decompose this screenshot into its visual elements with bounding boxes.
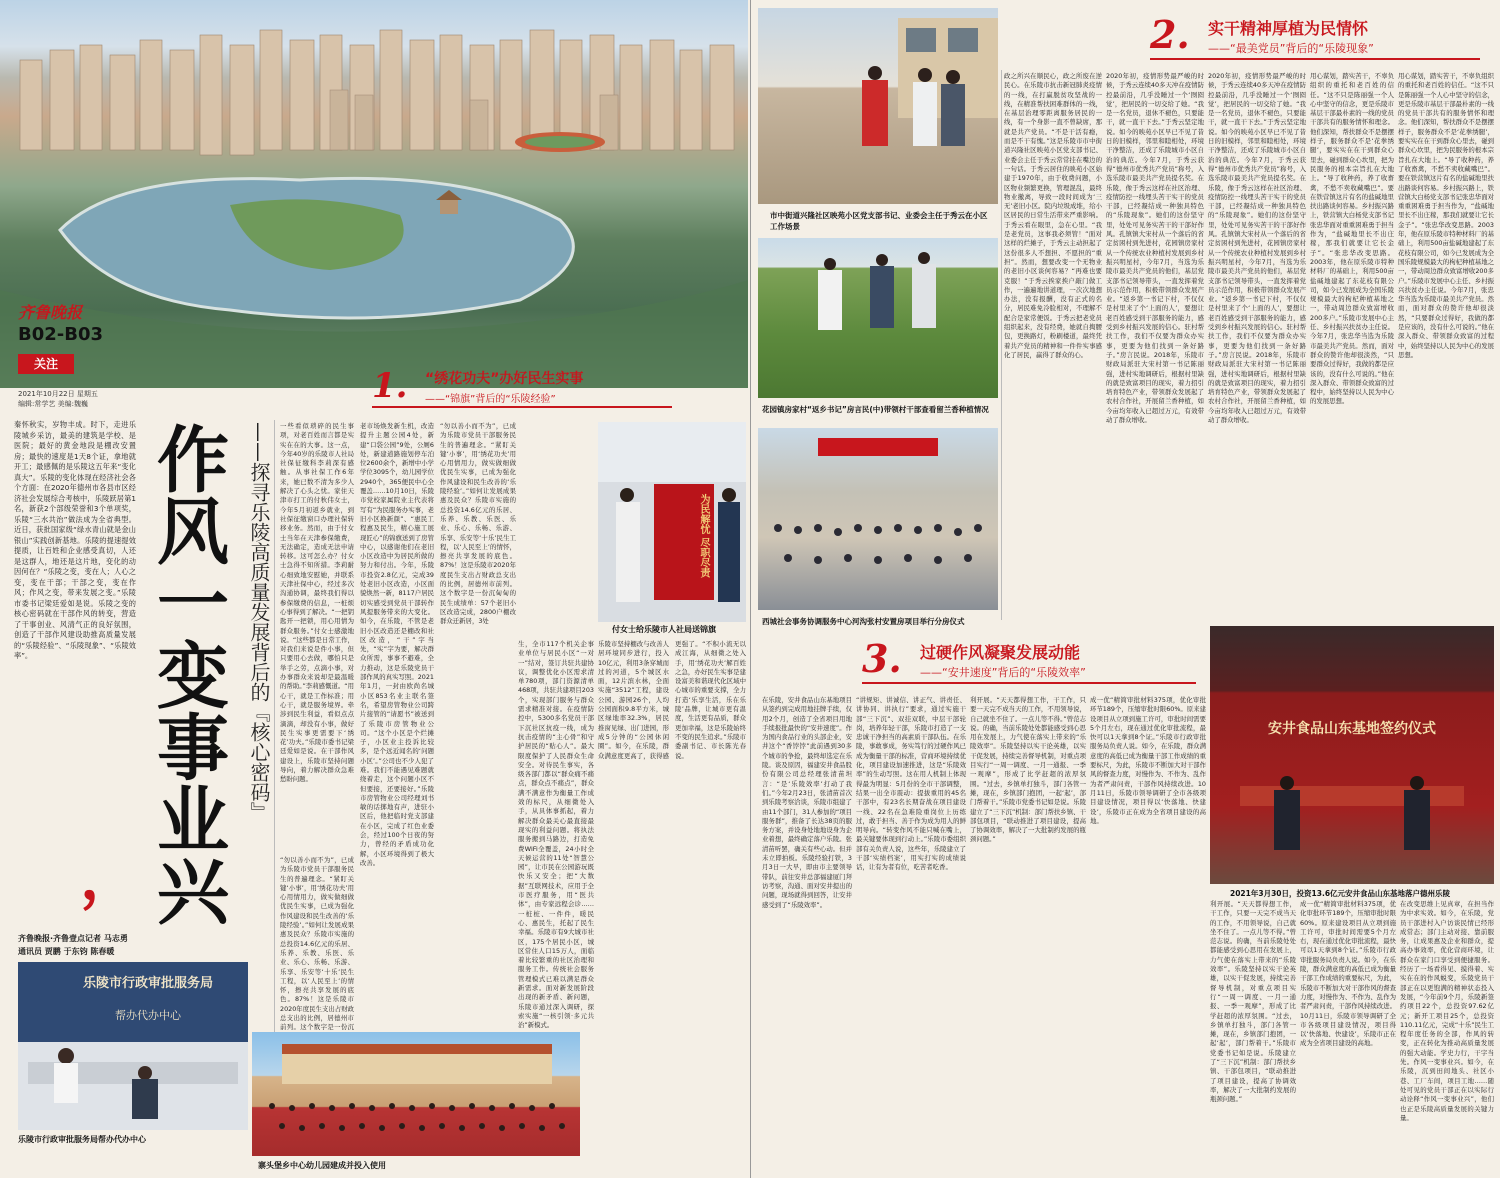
divider-center	[750, 0, 751, 1178]
s1-col-b: “勿以善小而不为”，已成为乐陵市党员干部服务民生的普遍理念。“紧盯关键‘小事’，用‘绣花功夫’用心用情用力，做实做细做优民生实事，已成为强化作风建设和民生改善的‘乐陵经验’。”如何让发展成果惠及民众？乐陵市实施的总投资14.6亿元的乐居、乐养、乐教、乐医、乐业、乐心、乐畅、乐游、乐享、乐安等‘十乐’民生工程，以‘人民至上’的情怀，擦亮共享发展的底色。87%！这是乐陵市2020年度民生支出占财政总支出的比例，居德州市前列。这个数字是一份沉	[280, 856, 354, 1032]
intro-text: 秦怀秋实，岁物丰成。时下，走进乐陵城乡采访，最美的建筑是学校、是医院；最好的黄金地段是棚改安置房；最快的速度是1天8个证，拿地就开工；最感佩的是乐陵这五年来“变化真大”。乐陵的变化体现在经济社会各个方面：在2020年德州市各县市区经济社会发展综合考核中，乐陵跃居第1名，新获2个部级荣誉和3个单项奖，乐陵“三水共治”做法成为全省典型。近日，获批国家级“绿水青山就是金山银山”实践创新基地。乐陵的提速提效提质，让百姓和企业感受真切，人还是这群人，地还是这片地，变化的动因何在？“乐陵之变，变在人；人心之变，变在干部；干部之变，变在作风；作风之变，带来发展之变。”乐陵市委书记梁廷爱如是说。乐陵之变的核心密码就在干部作风的转变，营造了干事创业、风清气正的良好氛围，创造了干部作风建设助推高质量发展的“乐陵经验”、“乐陵现象”、“乐陵效率”。	[14, 420, 136, 660]
s1-col-a: 一些看似琐碎的民生事项，对老百姓而言都是实实在在的大事。这一点，今年40岁的乐陵市人社局社保征缴科李莉深有感触。从事社保工作6年来，她已数不清为多少人解决了心头之忧。家住天津市打工的付秋伟女士，今年5月初返乡就业，到社保征缴窗口办理社保转移业务。然而，由于付女士当年在天津参保缴费，无法确定，造成无法申请转移。这可怎么办？付女士急得不知所措。李莉耐心细致地安慰她，并联系天津社保中心，经过多次沟通协调，最终我们得以参保缴费的信息，一桩烦心事得到了解决。“一把钥匙开一把锁，用心用情为群众服务。”付女士感激地说。“这些都是日常工作，对我们来说是件小事，但只要用心去做，哪怕只是举手之劳，点滴小事，对办事群众来说却是最温暖的帮助。”李莉感慨道。“用心干，就是工作标准；用心干，就是服务境界。牵涉到民生利益，看似点点滴滴，却没有小事，做好民生实事更需要下‘绣花’功夫。”乐陵市委书记梁廷爱如是说。在干部作风建设上，乐陵市坚持问题导向，着力解决群众急难愁盼问题。	[280, 422, 354, 784]
s1-col-e: 乐陵市坚持棚改与改善人居环境同步进行，投入10亿元，利用3条穿城而过的河道，5个城区水面，12片滨水林，全面实施“3512”工程，建设公园、游园26个，人均公园面积9.8平方米，城区绿地率32.3%，居民推窗见绿、出门进园，形成5分钟的“公园休闲圈”。如今，在乐陵，群众满意度更高了，获得感更强了。“不积小流无以成江海，从细微之处入手，用‘绣花功夫’解百姓之急，办好民生实事是建设富美和谐现代化区域中心城市的重要支撑，全力打造‘乐享生活，乐在乐陵’品牌，让城市更有温度，生活更有品质，群众更加幸福，这是乐陵始终不变的民生追求。”乐陵市委副书记、市长陈光春说。	[598, 640, 746, 760]
caption-admin-center: 乐陵市行政审批服务局帮办代办中心	[18, 1135, 146, 1144]
s3-col-a: 在乐陵，安井食品山东基地项目从签约到完成用地挂牌手续，仅用2个月，创造了全省项目用地手续报批最快的“安井速度”。作为国内食品行业的头部企业，安井这个“香饽饽”此前遇到30多个城市的争抢，最终却选定在乐陵。谈及原因，福建安井食品股份有限公司总经理张清苗坦言：“是‘乐陵效率’打动了我们。”今年2月23日，张清苗首次到乐陵考察洽谈，乐陵市组建了由11个部门，31人参加的“项目服务群”，推备了长达38页的服务方案，并设身处地地设身为企业着想，最终确定落户乐陵。张清苗听罢，确关有些心动。但并未立即拍板。乐陵经验打铁，3月3日一大早，即由市主要领导带队，前往安井总部福建厦门拜访考察，沟通、面对安井提出的问题，现场就得到回答，让安井感受到了“乐陵效率”。	[762, 696, 852, 909]
main-headline: 作风一变事业兴	[145, 422, 229, 926]
s2-col-a: 政之所兴在顺民心，政之所废在逆民心。在乐陵市抗击新冠肺炎疫情的一线，在打赢脱贫攻坚战的一线，在精准帮扶困难群体的一线，在基层治理零距离服务居民的一线，有一个身影一直不曾缺席，那就是共产党员。“不是干活有瘾，而是不干有愧。”这是乐陵市市中街道兴隆社区映苑小区党支部书记、业委会主任于秀云常常挂在嘴边的一句话。于秀云居住的映苑小区始建于1970年，由于收费问题，小区物业频繁更换，管理混乱，最终物业撤离，导致一段时间成为‘三无’老旧小区。院内垃圾成堆，给小区居民的日常生活带来严重影响。于秀云看在眼里，急在心里。“我是老党员，这事我必须管！”面对这样的烂摊子，于秀云主动担起了这份很多人不想担、不愿担的“重担”。然而，想要改变一个无物业的老旧小区谈何容易？“再难也要克服！”于秀云挨家挨户敲门做工作，一遍遍地讲道理，一次次地想办法，没有报酬，没有正式的名分，居民难免冷脸相对，不理解不配合是家常便饭。于秀云把老党员组织起来，没有经费，她就自掏腰包，更换路灯，粉刷楼道，最终凭着共产党员的精神和一件件实事感化了居民，赢得了群众的心。	[1004, 72, 1102, 359]
admin-center-sign-sub: 帮办代办中心	[115, 1009, 181, 1022]
section-tag: 关注	[18, 354, 74, 374]
s3-col-c: 利开展。“天天都得想工作，干工作，只要一天完不成当天的工作，不用领导说，自己就坐不住了。一点儿等不得。”曾范志说。的确，当前乐陵处处都能感受到心思用在发展上，力气使在落实上带来的“乐陵效率”。乐陵坚持以实干论英雄，以实干促发展，持续完善督导机制，对重点项目实行“一周一调度、一月一通报、一季一观摩”，形成了比学赶超的浓厚氛围。“过去，乡镇单打独斗，部门各管一摊，现在，乡镇部门抱团，一起‘起’，部门帮着干。”乐陵市党委书记如是说。乐陵建立了“三下沉”机制：部门帮扶乡镇、干部包项目，“联动推进了项目建设，提高了协调效率，解决了一大批制约发展的瓶颈问题。”	[970, 696, 1086, 844]
community-photo	[758, 8, 998, 204]
headline-comma: ，	[80, 843, 140, 913]
aerial-city-photo	[0, 0, 748, 388]
section3-rule	[862, 682, 1196, 684]
byline-reporter: 齐鲁晚报·齐鲁壹点记者 马志勇	[18, 934, 128, 943]
issue-date: 2021年10月22日 星期五	[18, 390, 98, 398]
caption-housing: 西城社会事务协调服务中心河沟张村安置房项目举行分房仪式	[762, 617, 965, 626]
section2-subtitle: ——“最美党员”背后的“乐陵现象”	[1208, 42, 1374, 55]
admin-center-photo	[18, 962, 248, 1130]
divider-right	[1001, 70, 1002, 620]
byline-correspondents: 通讯员 贾鹏 于东钧 陈春暖	[18, 947, 115, 956]
admin-center-sign: 乐陵市行政审批服务局	[82, 976, 213, 991]
s3-col-d3: 利开展。“天天都得想工作，干工作，只要一天完不成当天的工作，不用领导说，自己就坐不住了。一点儿等不得。”曾范志说。的确，当前乐陵处处都能感受到心思用在发展上，力气使在落实上带来的“乐陵效率”。乐陵坚持以实干论英雄，以实干促发展，持续完善督导机制，对重点项目实行“一周一调度、一月一通报、一季一观摩”，形成了比学赶超的浓厚氛围。“过去，乡镇单打独斗，部门各管一摊，现在，乡镇部门抱团，一起‘起’，部门帮着干。”乐陵市党委书记如是说。乐陵建立了“三下沉”机制：部门帮扶乡镇、干部包项目，“联动推进了项目建设，提高了协调效率，解决了一大批制约发展的瓶颈问题。”	[1210, 900, 1296, 1104]
section2-rule	[1150, 58, 1480, 60]
section3-subtitle: ——“安井速度”背后的“乐陵效率”	[920, 666, 1086, 679]
banner-text: 为民解忧 尽职尽责	[698, 494, 709, 578]
section3-title: 过硬作风凝聚发展动能	[920, 643, 1081, 662]
housing-photo	[758, 428, 998, 610]
editors: 编辑:常学艺 美编:魏巍	[18, 400, 88, 408]
section1-number: 1.	[372, 366, 408, 406]
s1-col-extra: “勿以善小而不为”，已成为乐陵市党员干部服务民生的普遍理念。“紧盯关键‘小事’，用‘绣花功夫’用心用情用力，做实做细做优民生实事，已成为强化作风建设和民生改善的‘乐陵经验’。”如何让发展成果惠及民众？乐陵市实施的总投资14.6亿元的乐居、乐养、乐教、乐医、乐业、乐心、乐畅、乐游、乐享、乐安等‘十乐’民生工程，以‘人民至上’的情怀，擦亮共享发展的底色。87%！这是乐陵市2020年度民生支出占财政总支出的比例，居德州市前列。这个数字是一份沉甸甸的民生成绩单：57个老旧小区改造完成，2800户棚改群众迁新居，3处	[440, 422, 516, 626]
s3-col-e: 成一优“精简审批材料375项，优化审批环节189个，压缩审批时限60%。原来建设项目从立项到施工许可，审批时间需要5个月左右，现在通过优化审批流程，最快可以1天拿到8个证。”乐陵市行政审批服务局负责人说。如今，在乐陵，群众满意度的高低已成为衡量干部工作成绩的重要标尺，为此，乐陵市不断加大对干部作风的督查力度，对慢作为、不作为、乱作为者严肃问责，干部作风持续改进。10月11日，乐陵市领导调研了全市各级项目建设情况，项目得以‘快落地、快建设’，乐陵市正在成为全省项目建设的高地。	[1090, 696, 1206, 825]
section3-number: 3.	[862, 636, 902, 681]
section1-title: “绣花功夫”办好民生实事	[425, 371, 584, 387]
factory-photo	[1210, 626, 1494, 884]
page-numbers: B02-B03	[18, 324, 104, 345]
s2-col-b: 2020年初，疫情形势最严峻的时候，于秀云连续40多天冲在疫情防控最前沿，几乎没睡过一个‘囫囵觉’，把居民的一切交给了她。“我是一名党员，退休不褪色，只要能干，就一直干下去。”于秀云坚定地说。如今的映苑小区早已不见了昔日的旧模样，邻里和睦相处，环境干净整洁，还成了乐陵城市小区自治的典范。今年7月，于秀云获得“德州市优秀共产党员”称号，入选乐陵市最美共产党员提名奖。在乐陵，像于秀云这样在社区治理、疫情防控一线埋头苦干实干的党员干部，已经凝结成一种独具特色的“乐陵现象”。她们的这份坚守里，处处可见务实苦干的干部好作风。孔镇镇大宋村从一个落后的省定贫困村到先进村，花园镇房家村从一个传统农业种植村发展到乡村振兴明星村，今年7月，当选为乐陵市最美共产党员的他们，基层党支部书记领导带头，一直发挥着党员示范作用，积极带领群众发展产业。“返乡第一书记下村，不仅仅是村里来了个‘上面的人’，要想让老百姓感受到干部服务的能力，感受到乡村振兴发展的信心。驻村帮扶工作，我们不仅要为群众办实事，更要为他们找到一条好路子。”房言民说。2018年，乐陵市财政局派驻大宋村第一书记陈丽强，进村实地调研后，根据村里缺的就是致富项目的现实，着力招引培育特色产业，带领群众发展起了农村合作社，开展留兰香种植，如今亩均年收入已超过万元，有效带动了群众增收。	[1106, 72, 1204, 424]
caption-factory: 2021年3月30日，投资13.6亿元安井食品山东基地落户德州乐陵	[1230, 889, 1451, 898]
s2-col-c2: 用心谋划，踏实苦干，不辜负组织的重托和老百姓的信任。“这不只是陈丽强一个人心中坚守的信念，更是乐陵市基层干部最朴素的一线的党员干部共有的服务情怀和理念。他们深知，帮扶群众不是摆摆样子，服务群众不是‘花拳绣腿’，要实实在在干到群众心里去，碰到群众心坎里，把为民服务的根本宗旨扎在大地上。“导了收种药，养了收畜禽，不愁不卖收藏嘴巴”。要在铁营镇这片有名的盐碱地里扶出路谈何容易。乡村振兴路上，铁营镇大白杨党支部书记张忠华面对重重困难勇于担当作为，“盐碱地里长不出庄稼，那我们就要让它长金子”。“张忠华改变思路。2003年，他在原乐陵市特种材料厂的基础上，利用500亩盐碱地建起了东花枝有限公司，如今已发展成为全国乐陵规模最大的枸杞种植基地之一，带动周边群众致富增收200多户。”乐陵市发展中心主任、乡村振兴扶贫办主任说。今年7月，张忠华当选为乐陵市最美共产党员。然而，面对群众的赞许他却很淡然，“只要群众过得好，我做的都是应该的，没有什么可说的。”他在深入群众、带领群众致富的过程中，始终坚持以人民为中心的发展思想。	[1398, 72, 1494, 359]
section1-rule	[372, 406, 672, 408]
s2-col-b2: 2020年初，疫情形势最严峻的时候，于秀云连续40多天冲在疫情防控最前沿，几乎没睡过一个‘囫囵觉’，把居民的一切交给了她。“我是一名党员，退休不褪色，只要能干，就一直干下去。”于秀云坚定地说。如今的映苑小区早已不见了昔日的旧模样，邻里和睦相处，环境干净整洁，还成了乐陵城市小区自治的典范。今年7月，于秀云获得“德州市优秀共产党员”称号，入选乐陵市最美共产党员提名奖。在乐陵，像于秀云这样在社区治理、疫情防控一线埋头苦干实干的党员干部，已经凝结成一种独具特色的“乐陵现象”。她们的这份坚守里，处处可见务实苦干的干部好作风。孔镇镇大宋村从一个落后的省定贫困村到先进村，花园镇房家村从一个传统农业种植村发展到乡村振兴明星村，今年7月，当选为乐陵市最美共产党员的他们，基层党支部书记领导带头，一直发挥着党员示范作用，积极带领群众发展产业。“返乡第一书记下村，不仅仅是村里来了个‘上面的人’，要想让老百姓感受到干部服务的能力，感受到乡村振兴发展的信心。驻村帮扶工作，我们不仅要为群众办实事，更要为他们找到一条好路子。”房言民说。2018年，乐陵市财政局派驻大宋村第一书记陈丽强，进村实地调研后，根据村里缺的就是致富项目的现实，着力招引培育特色产业，带领群众发展起了农村合作社，开展留兰香种植，如今亩均年收入已超过万元，有效带动了群众增收。	[1208, 72, 1306, 424]
section2-title: 实干精神厚植为民情怀	[1208, 19, 1369, 38]
s1-col-c: 老市场焕发新生机，改造提升主题公园4处，新建“口袋公园”9处，公厕6处，新建道路施划停车泊位2600余个，新增中小学学位3095个，幼儿园学位2940个，365便民中心全覆盖……10月10日，乐陵市党校家属院业主代表将写有“为民服务办实事，老旧小区换新颜”、“惠民工程惠及民生，精心施工展现匠心”的锦旗送到了房管中心，以感谢他们在老旧小区改造中为居民所做的努力和付出。今年，乐陵市投资2.8亿元，完成39处老旧小区改造，小区面貌焕然一新，8117户居民切实感受到党员干部转作风提服务带来的大变化。如今，在乐陵，不管是老旧小区改造还是棚改和社区改造，“干”字当先，“实”字为要，解决群众所需，事事不避难，全力推动，这是乐陵党员干部作风的真实写照。2021年1月，一封由欧尚名城小区853名业主联名签名，希望房管物业公司跨片接管的“请愿书”被送到了乐陵市房管物业公司。“这个小区是个烂摊子，小区业主投诉比较多，是个远近闻名的‘问题小区’。”公司也不少人犯了难。我们不能遇见难题就绕着走，这个问题小区不但要接，还要接好。”乐陵市房管物业公司经理刘书敏的话掷地有声，进驻小区后，他把临时党支部建在小区，完成了红色业委会，经过100个日夜的努力，曾经的矛盾成功化解，小区环境得到了极大改善。	[360, 422, 434, 867]
caption-community: 市中街道兴隆社区映苑小区党支部书记、业委会主任于秀云在小区工作场景	[770, 211, 988, 231]
banner-photo	[598, 422, 746, 622]
masthead-logo: 齐鲁晚报	[18, 303, 83, 322]
s3-col-d2: 成一优“精简审批材料375项，优化审批环节189个，压缩审批时限60%。原来建设项目从立项到施工许可，审批时间需要5个月左右，现在通过优化审批流程，最快可以1天拿到8个证。”乐陵市行政审批服务局负责人说。如今，在乐陵，群众满意度的高低已成为衡量干部工作成绩的重要标尺，为此，乐陵市不断加大对干部作风的督查力度，对慢作为、不作为、乱作为者严肃问责，干部作风持续改进。10月11日，乐陵市领导调研了全市各级项目建设情况，项目得以‘快落地、快建设’，乐陵市正在成为全省项目建设的高地。	[1300, 900, 1396, 1048]
s2-col-c: 用心谋划，踏实苦干，不辜负组织的重托和老百姓的信任。“这不只是陈丽强一个人心中坚守的信念，更是乐陵市基层干部最朴素的一线的党员干部共有的服务情怀和理念。他们深知，帮扶群众不是摆摆样子，服务群众不是‘花拳绣腿’，要实实在在干到群众心里去，碰到群众心坎里，把为民服务的根本宗旨扎在大地上。“导了收种药，养了收畜禽，不愁不卖收藏嘴巴”。要在铁营镇这片有名的盐碱地里扶出路谈何容易。乡村振兴路上，铁营镇大白杨党支部书记张忠华面对重重困难勇于担当作为，“盐碱地里长不出庄稼，那我们就要让它长金子”。“张忠华改变思路。2003年，他在原乐陵市特种材料厂的基础上，利用500亩盐碱地建起了东花枝有限公司，如今已发展成为全国乐陵规模最大的枸杞种植基地之一，带动周边群众致富增收200多户。”乐陵市发展中心主任、乡村振兴扶贫办主任说。今年7月，张忠华当选为乐陵市最美共产党员。然而，面对群众的赞许他却很淡然，“只要群众过得好，我做的都是应该的，没有什么可说的。”他在深入群众、带领群众致富的过程中，始终坚持以人民为中心的发展思想。	[1310, 72, 1394, 406]
s3-col-d: 在改变思维上见真章，在担当作为中求实效。如今，在乐陵，党员干部进村入户访谈民情已经形成常态；部门主动对接、靠前服务，让成果惠及企业和群众，提高办事效率，优化营商环境，让群众在家门口享受到便捷服务。经历了一场看得见、摸得着、实实在在的作风蜕变，乐陵党员干部正在以更饱满的精神状态投入发展，“今年前9个月，乐陵新签约项目22个，总投资97.62亿元；新开工项目25个，总投资110.11亿元，完成“十乐”民生工程年度任务的全部，作风的转变，正在转化为推动高质量发展的强大动能。学史力行，干字当先。作风一变事业兴。如今，在乐陵，沉到田间地头、社区小巷、工厂车间，项目工地……随处可见的党员干部正在以实际行动诠释“作风一变事业兴”，他们也正是乐陵高质量发展的关键力量。	[1400, 900, 1494, 1122]
divider-left	[274, 420, 275, 1032]
caption-kindergarten: 寨头堡乡中心幼儿园建成并投入使用	[258, 1161, 386, 1170]
section2-number: 2.	[1150, 12, 1190, 57]
section1-subtitle: ——“锦旗”背后的“乐陵经验”	[425, 394, 556, 405]
headline-subtitle: ——探寻乐陵高质量发展背后的『核心密码』	[247, 422, 271, 822]
caption-banner: 付女士给乐陵市人社局送锦旗	[612, 625, 716, 634]
factory-backdrop-text: 安井食品山东基地签约仪式	[1268, 721, 1436, 737]
kindergarten-photo	[252, 1032, 580, 1156]
caption-field: 花园镇房家村“返乡书记”房言民(中)带领村干部查看留兰香种植情况	[762, 405, 989, 414]
s1-col-d: 生，全市117个机关企事业单位与居民小区“一对一”结对，签订共驻共建协议，调整优化小区需求清单780项，部门资源清单468项，共驻共建项目203个，实现部门服务与群众需求精准对接。在疫情防控中，5300多名党员干部下沉社区抗疫一线，成为抗击疫情的“主心骨”和守护居民的“贴心人”。最大限度保护了人民群众生命安全。对待民生事实，各级各部门都以“群众痛不痛点，群众点不痛点”，群众满不满意作为衡量工作成效的标尺，从细微处入手，从具体事抓起，着力解决群众最关心最直接最现实的利益问题。将执法服务搬到马路边，打造免费WiFi全覆盖，24小时全天候运营的11处“智慧公园”，让市民在公园游玩既快乐又安全；把“大数据”互联网技术，应用于全市医疗服务，用“医共体”，由专家远程会诊……一桩桩、一件件，暖民心、惠民生，托起了民生幸福。乐陵市有9大城市社区，175个居民小区，城区常住人口15万人，面临着比较繁重的社区治理和服务工作。传统社会服务管理模式已难以满足群众新需求。面对新发展阶段出现的新矛盾、新问题，乐陵市通过深入调研，探索实施“一核引领·多元共治”新模式。	[518, 640, 594, 1030]
field-photo	[758, 238, 998, 398]
s3-col-b: “讲规矩、讲诚信、讲正气、讲责任、讲协同、讲执行”要求，通过实施干部“三下沉”、双挂双联，中层干部轮岗，培养年轻干部，乐陵市打造了一支忠诚干净担当的高素质干部队伍。在乐陵，事敢事成，务实笃行的过硬作风已成为衡量干部的标准，营商环境持续优化，项目建设加速推进，这是“乐陵效率”的生动写照。这在用人机制上体现得最为明显：5月份的全市干部调整，结果一出全市震动：提拔重用的45名干部中，有23名长期奋战在项目建设一线、22名在急难险重岗位上历练过，敢于担当、善于作为成为用人的鲜明导向。“转变作风不能只喊在嘴上，最关键要体现到行动上。”乐陵市委组织部有关负责人说，这些年，乐陵建立了干部‘实绩档案’，用实打实的成绩说话，让有为者有位，吃苦者吃香。	[856, 696, 966, 872]
